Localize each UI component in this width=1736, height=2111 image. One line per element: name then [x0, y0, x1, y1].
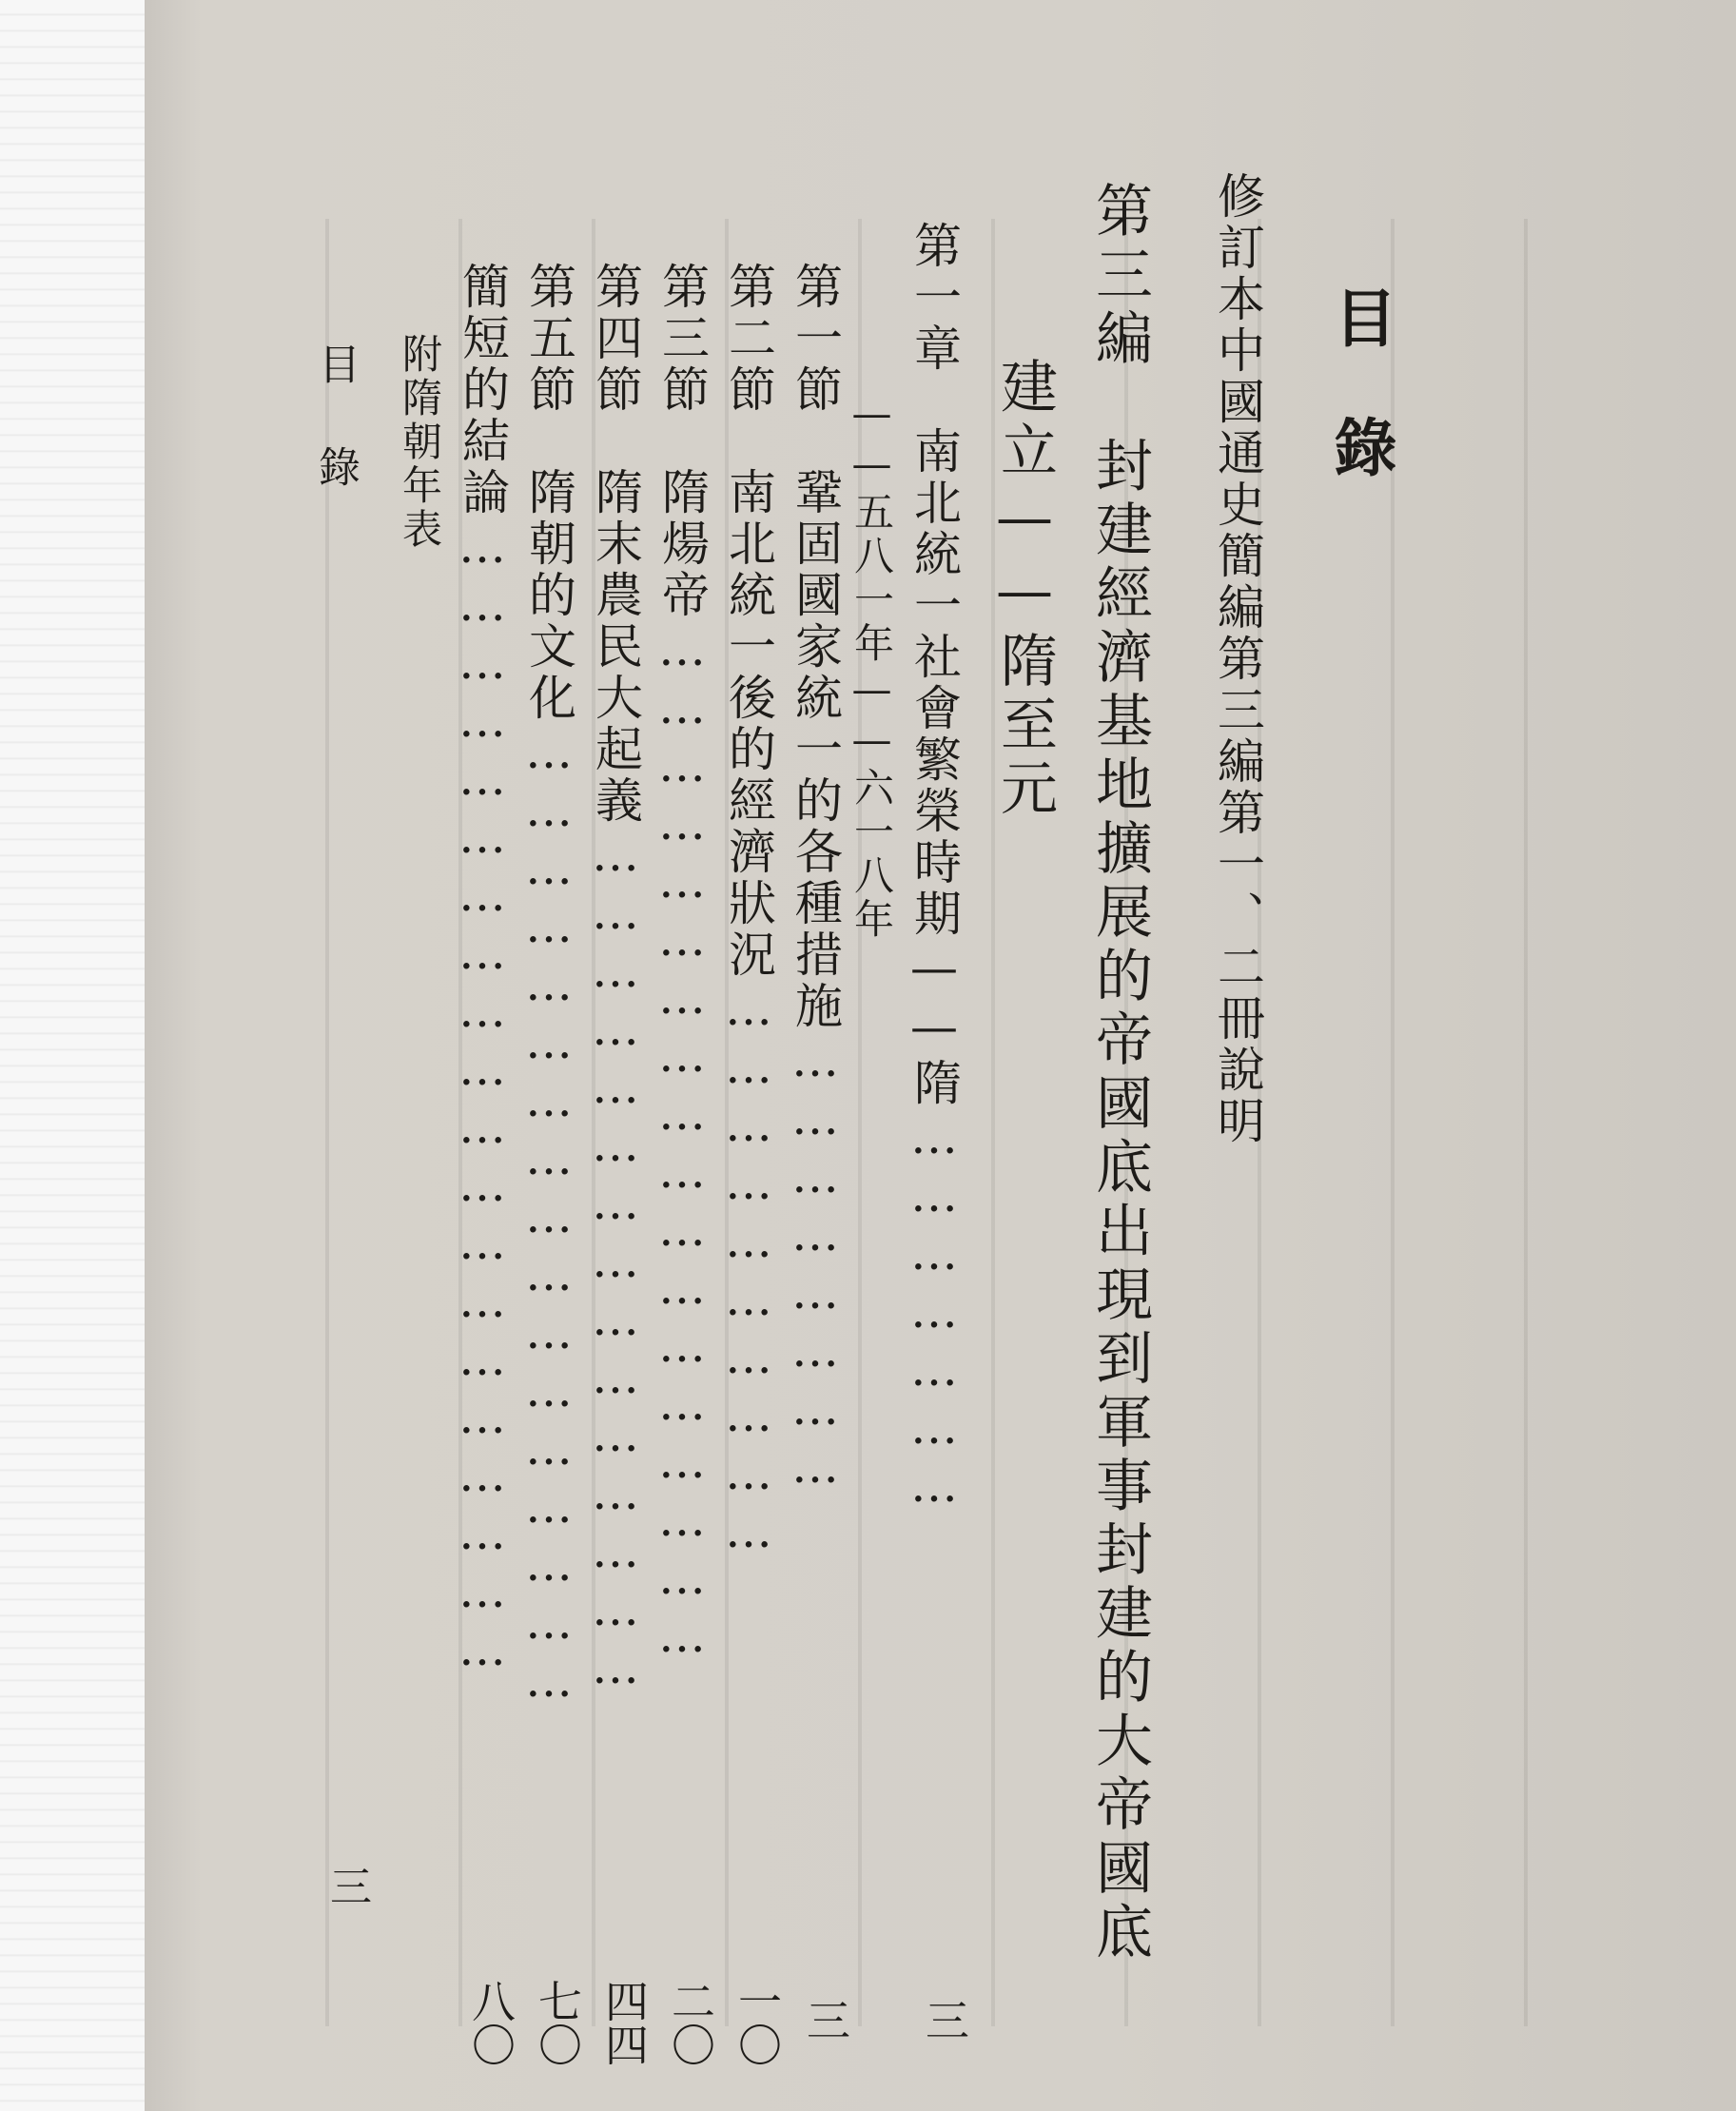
page-title: 目錄 [1323, 285, 1397, 544]
book-page [145, 0, 1736, 2111]
leader-dots: ………………… [907, 1109, 962, 1515]
toc-section-1 [788, 262, 843, 1496]
section-3-page: 二〇 [665, 1979, 716, 2066]
leader-dots: …………………………………………………… [455, 518, 510, 1679]
chapter-1-title: 第一章 南北統一社會繁榮時期——隋 [907, 221, 962, 1109]
leader-dots: ………………………… [721, 981, 776, 1561]
leader-dots: ……………………………………… [588, 827, 643, 1697]
section-2-title: 第二節 南北統一後的經濟狀況 [721, 262, 776, 981]
toc-appendix: 附隋朝年表 [397, 333, 443, 552]
binder-background [0, 0, 145, 2111]
section-4-page: 四四 [598, 1979, 650, 2066]
toc-chapter-1 [907, 221, 962, 1515]
toc-entry-note: 修訂本中國通史簡編第三編第一、二冊說明 [1210, 171, 1265, 1147]
conclusion-page: 八〇 [465, 1979, 517, 2066]
running-header: 目 錄 [311, 342, 360, 497]
chapter-1-page: 三 [919, 1998, 970, 2042]
section-3-title: 第三節 隋煬帝 [654, 262, 710, 621]
toc-section-2 [721, 262, 776, 1561]
section-2-page: 一〇 [731, 1979, 783, 2066]
leader-dots: …………………… [788, 1032, 843, 1496]
section-1-page: 三 [800, 1998, 851, 2042]
leader-dots: …………………………………………… [521, 724, 576, 1710]
toc-part-heading: 第三編 封建經濟基地擴展的帝國底出現到軍事封建的大帝國底 [1086, 181, 1153, 1965]
section-4-title: 第四節 隋末農民大起義 [588, 262, 643, 827]
toc-section-4 [588, 262, 643, 1697]
section-5-title: 第五節 隋朝的文化 [521, 262, 576, 724]
toc-chapter-1-dates: ——五八一年——六一八年 [848, 390, 895, 942]
leader-dots: ……………………………………………… [654, 621, 710, 1666]
toc-section-5 [521, 262, 576, 1710]
toc-section-3 [654, 262, 710, 1666]
page-number: 三 [322, 1865, 371, 1906]
section-1-title: 第一節 鞏固國家統一的各種措施 [788, 262, 843, 1032]
conclusion-title: 簡短的結論 [455, 262, 510, 518]
toc-part-heading-cont: 建立——隋至元 [991, 357, 1058, 822]
section-5-page: 七〇 [532, 1979, 583, 2066]
toc-conclusion [455, 262, 510, 1679]
